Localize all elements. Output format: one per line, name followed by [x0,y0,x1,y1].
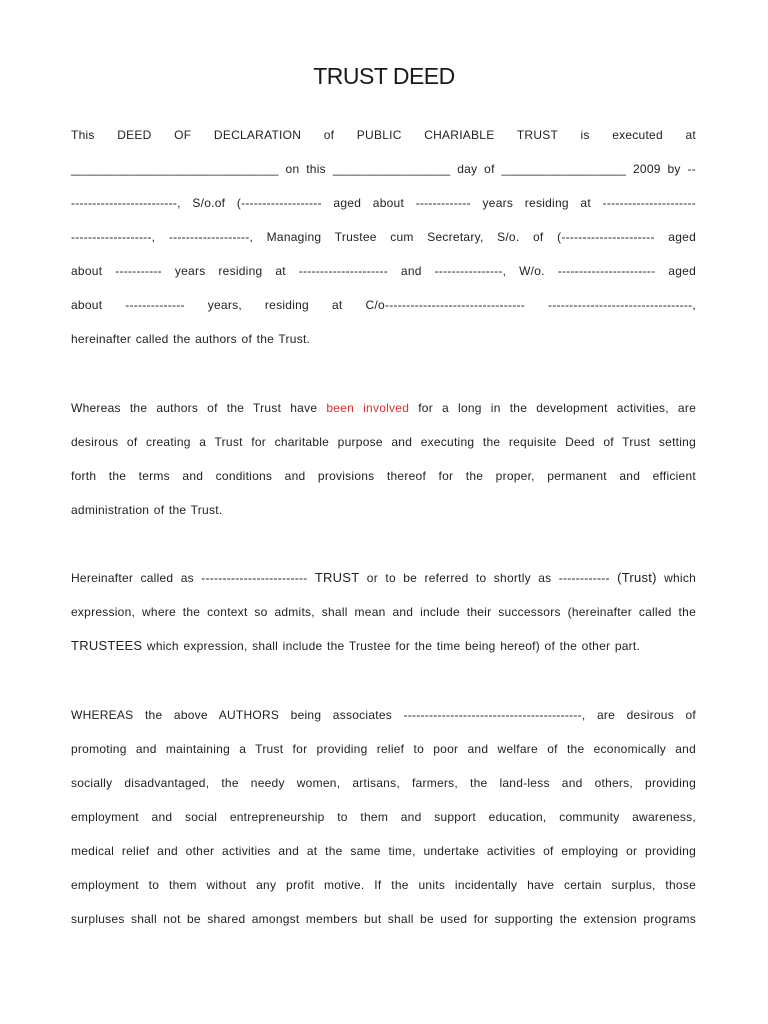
paragraph-whereas-associates [71,698,696,936]
paragraph-line: administration of the Trust. [71,503,223,517]
paragraph-line [71,391,696,425]
paragraph-line: medical relief and other activities and at the same time, undertake activities of employing or providing [71,844,696,858]
paragraph-line: ______________________________ on this _________________ day of __________________ 2009 by -- [71,162,696,176]
trust-term: TRUST [314,570,360,585]
paragraph-line: employment and social entrepreneurship to them and support education, community awareness, [71,810,696,824]
paragraph-whereas-authors [71,391,696,527]
paragraph-hereinafter [71,561,696,663]
text-run: or to be referred to shortly as ------------ [359,571,618,585]
paragraph-line: This DEED OF DECLARATION of PUBLIC CHARIABLE TRUST is executed at [71,128,696,142]
text-run: for a long in the development activities, are [409,401,696,415]
paragraph-line: expression, where the context so admits, shall mean and include their successors (hereinafter called the [71,605,696,619]
paragraph-line: -------------------, -------------------, Managing Trustee cum Secretary, S/o. of (---------------------- aged [71,230,696,244]
text-run: which [656,571,696,585]
paragraph-line: -------------------------, S/o.of (------------------- aged about ------------- years residing at ---------------------- [71,196,696,210]
paragraph-line: hereinafter called the authors of the Trust. [71,332,311,346]
text-run: Whereas the authors of the Trust have [71,401,327,415]
paragraph-line: surpluses shall not be shared amongst members but shall be used for supporting the extension programs [71,912,696,926]
paragraph-line: socially disadvantaged, the needy women, artisans, farmers, the land-less and others, providing [71,776,696,790]
paragraph-line: forth the terms and conditions and provisions thereof for the proper, permanent and efficient [71,469,696,483]
paragraph-line: about ----------- years residing at --------------------- and ----------------, W/o. ----------------------- aged [71,264,696,278]
highlighted-text: been involved [326,401,410,415]
paragraph-line: WHEREAS the above AUTHORS being associates ------------------------------------------, are desirous of [71,708,696,722]
document-title: TRUST DEED [313,63,455,89]
paragraph-line [71,561,696,595]
paragraph-declaration [71,118,696,356]
paragraph-line: employment to them without any profit motive. If the units incidentally have certain surplus, those [71,878,696,892]
paragraph-line: promoting and maintaining a Trust for providing relief to poor and welfare of the economically and [71,742,696,756]
text-run: which expression, shall include the Trustee for the time being hereof) of the other part. [142,639,641,653]
paragraph-line: about -------------- years, residing at C/o--------------------------------- ----------------------------------, [71,298,696,312]
trustees-term: TRUSTEES [71,638,143,653]
trust-short-term: (Trust) [617,570,657,585]
text-run: Hereinafter called as ------------------------- [71,571,315,585]
paragraph-line [71,629,696,663]
paragraph-line: desirous of creating a Trust for charitable purpose and executing the requisite Deed of Trust setting [71,435,696,449]
